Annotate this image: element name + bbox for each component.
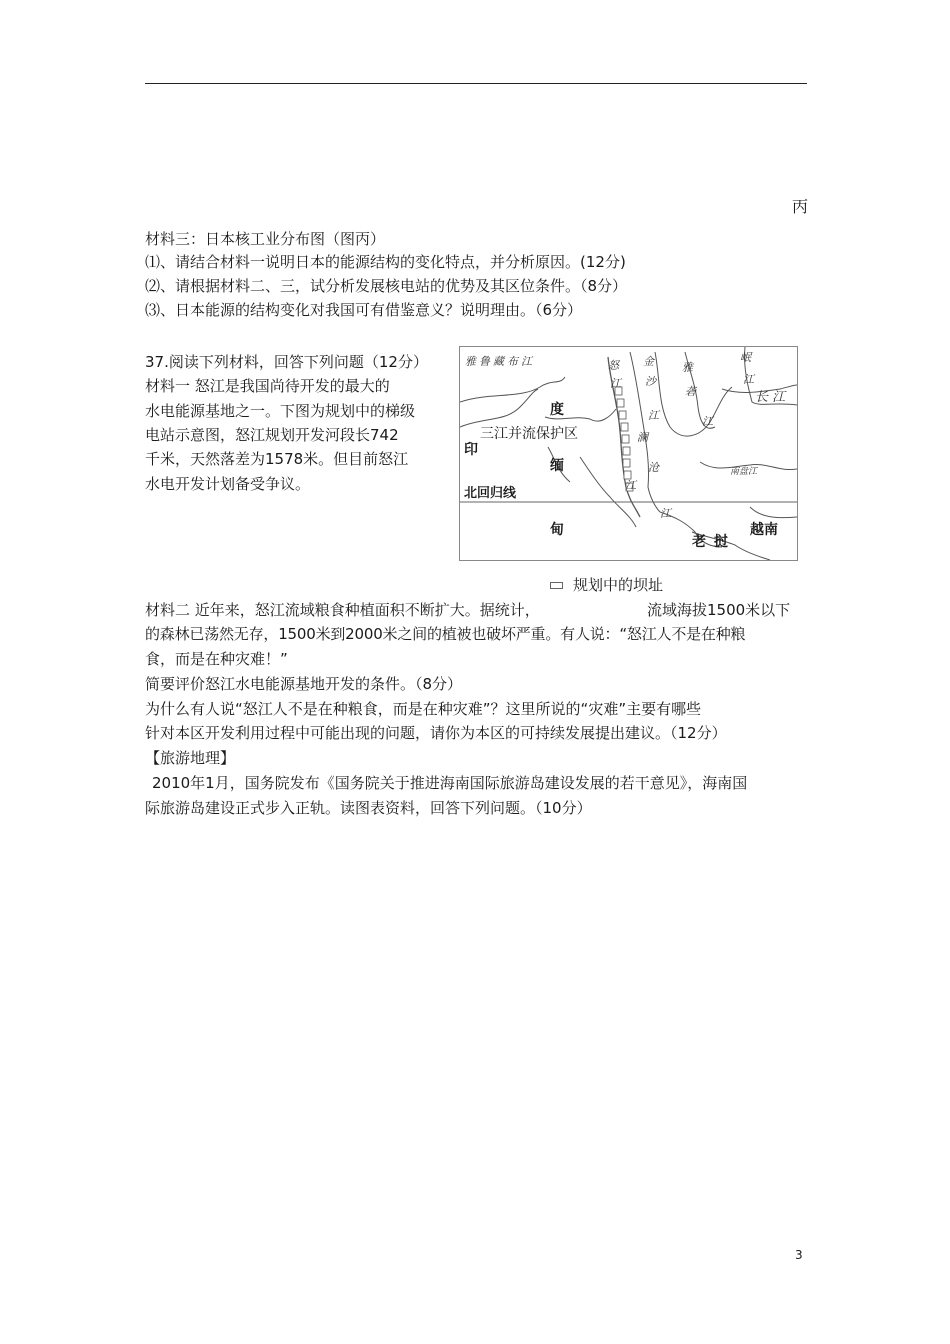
q37-line: 材料一 怒江是我国尚待开发的最大的 (145, 377, 390, 395)
dam-legend-icon (550, 582, 563, 589)
map-label-jinsha: 金 (643, 355, 654, 368)
page-number: 3 (795, 1248, 803, 1262)
map-label-nanpan: 南盘江 (730, 467, 758, 477)
map-label-myanmar: 缅 (550, 458, 564, 474)
question-b: 为什么有人说“怒江人不是在种粮食，而是在种灾难”？这里所说的“灾难”主要有哪些 (145, 700, 702, 718)
map-legend (550, 575, 663, 595)
material-2-line: 食，而是在种灾难！” (145, 650, 288, 668)
dam-marker (623, 459, 630, 467)
map-legend-label: 规划中的坝址 (573, 576, 664, 594)
dam-marker (624, 471, 631, 479)
dam-marker (623, 447, 630, 455)
map-label-laos: 老挝 (692, 534, 736, 550)
figure-label: 丙 (792, 197, 809, 216)
map-label-yarlung: 雅鲁藏布江 (465, 355, 535, 368)
map-label-lancang: 澜 (637, 431, 648, 444)
map-label-protected-area: 三江并流保护区 (480, 426, 578, 442)
question-2: ⑵、请根据材料二、三，试分析发展核电站的优势及其区位条件。（8分） (145, 277, 628, 295)
map-label-lancang: 沧 (648, 461, 659, 474)
question-b: 针对本区开发利用过程中可能出现的问题，请你为本区的可持续发展提出建议。（12分） (145, 724, 727, 742)
tourism-line: 际旅游岛建设正式步入正轨。读图表资料，回答下列问题。（10分） (145, 799, 592, 817)
q37-line: 水电能源基地之一。下图为规划中的梯级 (145, 402, 416, 420)
material-2-line: 材料二 近年来，怒江流域粮食种植面积不断扩大。据统计， (145, 601, 540, 619)
section-tourism: 【旅游地理】 (145, 749, 236, 767)
map-label-red-river: 江 (660, 507, 671, 520)
map-label-lancang: 江 (625, 479, 636, 492)
map-label-min: 岷 (740, 351, 751, 364)
map-label-nu: 怒 (608, 359, 619, 372)
map-label-vietnam: 越南 (750, 522, 778, 538)
map-label-jinsha: 沙 (645, 375, 656, 388)
material-3: 材料三：日本核工业分布图（图丙） (145, 230, 386, 248)
dam-marker (617, 399, 624, 407)
q37-title: 37.阅读下列材料，回答下列问题（12分） (145, 353, 428, 371)
material-2-line: 流域海拔1500米以下 (647, 601, 791, 619)
q37-line: 水电开发计划备受争议。 (145, 475, 311, 493)
yarlung-river-line (460, 377, 565, 402)
dam-marker (621, 423, 628, 431)
map-label-yalong: 砻 (685, 385, 696, 398)
question-a: 简要评价怒江水电能源基地开发的条件。（8分） (145, 675, 463, 693)
map-label-tropic: 北回归线 (464, 486, 517, 501)
border-line (750, 507, 797, 518)
map-label-yalong: 雅 (682, 361, 693, 374)
q37-line: 千米，天然落差为1578米。但目前怒江 (145, 450, 409, 468)
map-label-changjiang: 长 江 (755, 390, 786, 405)
nujiang-map (459, 346, 798, 561)
dam-marker (622, 435, 629, 443)
river-line (460, 389, 538, 427)
dam-marker (619, 411, 626, 419)
map-label-india: 印 (464, 442, 478, 458)
map-label-myanmar: 甸 (550, 522, 564, 538)
map-label-min: 江 (743, 373, 754, 386)
question-1: ⑴、请结合材料一说明日本的能源结构的变化特点，并分析原因。(12分) (145, 253, 626, 271)
header-rule (145, 83, 807, 84)
map-label-yalong: 江 (702, 415, 713, 428)
tourism-line: 2010年1月，国务院发布《国务院关于推进海南国际旅游岛建设发展的若干意见》，海南国 (152, 774, 748, 792)
map-label-nu: 江 (610, 377, 621, 390)
question-3: ⑶、日本能源的结构变化对我国可有借鉴意义？说明理由。（6分） (145, 301, 583, 319)
map-label-jinsha: 江 (648, 409, 659, 422)
q37-line: 电站示意图，怒江规划开发河段长742 (145, 426, 399, 444)
map-label-india: 度 (550, 402, 564, 418)
material-2-line: 的森林已荡然无存，1500米到2000米之间的植被也破坏严重。有人说：“怒江人不是在种粮 (145, 625, 746, 643)
